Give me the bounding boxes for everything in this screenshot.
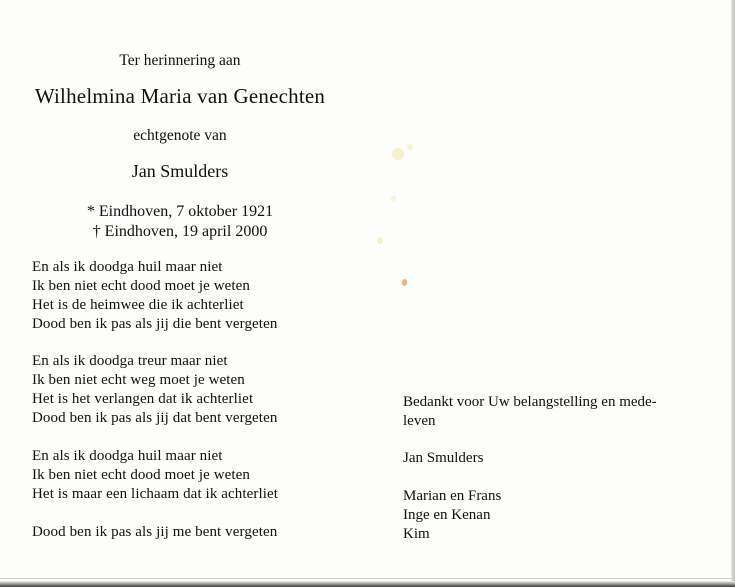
poem-stanza-3 [32, 447, 278, 504]
stain-mark [391, 196, 396, 201]
poem-line: Het is de heimwee die ik achterliet [32, 297, 244, 313]
poem-line: Het is maar een lichaam dat ik achterliet [32, 486, 279, 502]
card-edge-bottom [0, 581, 735, 587]
poem-line: En als ik doodga treur maar niet [32, 353, 228, 369]
poem-line: Het is het verlangen dat ik achterliet [32, 391, 254, 407]
spouse-name: Jan Smulders [131, 161, 229, 181]
stain-mark [377, 237, 383, 244]
family-member: Inge en Kenan [403, 507, 491, 523]
card-edge-right [731, 0, 735, 587]
thanks-message [403, 393, 703, 431]
poem-line: En als ik doodga huil maar niet [32, 448, 223, 464]
stain-mark [407, 144, 413, 150]
stain-mark [392, 148, 404, 160]
deceased-name: Wilhelmina Maria van Genechten [34, 84, 326, 108]
stain-mark [402, 279, 407, 286]
signer-name: Jan Smulders [403, 450, 484, 466]
poem-line: Dood ben ik pas als jij me bent vergeten [32, 524, 278, 540]
poem-stanza-1 [32, 258, 277, 334]
thanks-line: Bedankt voor Uw belangstelling en mede- [403, 394, 657, 410]
death-line: † Eindhoven, 19 april 2000 [92, 223, 268, 240]
poem-line: En als ik doodga huil maar niet [32, 259, 223, 275]
poem-line: Ik ben niet echt dood moet je weten [32, 278, 251, 294]
poem-line: Ik ben niet echt weg moet je weten [32, 372, 245, 388]
spouse-intro-text: echtgenote van [133, 127, 227, 144]
poem-line: Dood ben ik pas als jij die bent vergeten [32, 316, 278, 332]
poem-stanza-2 [32, 352, 277, 428]
intro-text: Ter herinnering aan [119, 52, 241, 69]
thanks-line: leven [403, 413, 436, 429]
family-names [403, 487, 703, 544]
poem-line: Dood ben ik pas als jij dat bent vergeten [32, 410, 278, 426]
poem-stanza-4 [32, 523, 277, 542]
card-edge-line [0, 578, 735, 579]
birth-line: * Eindhoven, 7 oktober 1921 [86, 203, 274, 220]
poem-line: Ik ben niet echt dood moet je weten [32, 467, 251, 483]
family-member: Kim [403, 526, 430, 542]
family-member: Marian en Frans [403, 488, 502, 504]
